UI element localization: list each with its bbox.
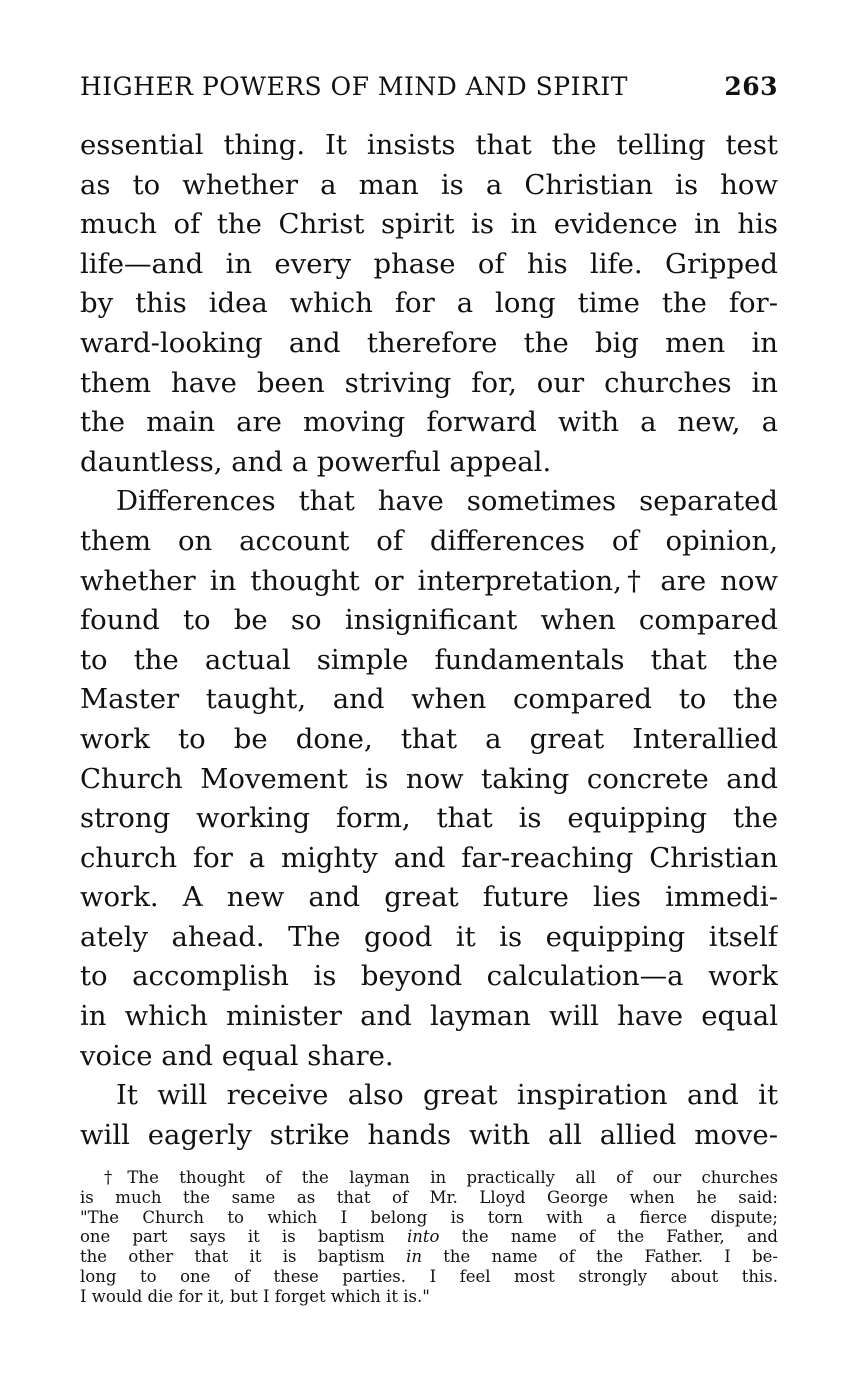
body-line: them on account of differences of opinion,: [80, 524, 778, 557]
running-head-title: HIGHER POWERS OF MIND AND SPIRIT: [80, 72, 628, 101]
body-line: strong working form, that is equipping the: [80, 802, 778, 835]
body-line: church for a mighty and far-reaching Christian: [80, 841, 778, 874]
body-line: work. A new and great future lies immedi-: [80, 881, 778, 914]
footnote-text: the other that it is baptism: [80, 1247, 407, 1267]
footnote-line: long to one of these parties. I feel most strongly about this.: [80, 1266, 778, 1286]
body-line: Master taught, and when compared to the: [80, 683, 778, 716]
body-line: Church Movement is now taking concrete and: [80, 762, 778, 795]
paragraph-start-line: It will receive also great inspiration and it: [116, 1079, 778, 1112]
footnote-italic-word: in: [406, 1247, 422, 1267]
body-line: as to whether a man is a Christian is how: [80, 168, 778, 201]
footnote-text: the name of the Father. I be-: [421, 1247, 778, 1267]
body-line: the main are moving forward with a new, a: [80, 406, 778, 439]
footnote-line: [80, 1227, 778, 1247]
footnote-line: is much the same as that of Mr. Lloyd George when he said:: [80, 1187, 778, 1207]
body-line: by this idea which for a long time the for-: [80, 287, 778, 320]
footnote-italic-word: into: [407, 1227, 440, 1247]
footnote-text: one part says it is baptism: [80, 1227, 407, 1247]
footnote: [80, 1168, 778, 1307]
body-line: will eagerly strike hands with all allied move-: [80, 1118, 778, 1151]
body-line: them have been striving for, our churches in: [80, 366, 778, 399]
body-line: life—and in every phase of his life. Gripped: [80, 247, 778, 280]
footnote-text: the name of the Father, and: [439, 1227, 778, 1247]
footnote-line: †The thought of the layman in practically all of our churches: [104, 1168, 778, 1187]
body-line: much of the Christ spirit is in evidence in his: [80, 208, 778, 241]
body-line: found to be so insignificant when compared: [80, 604, 778, 637]
body-line: ately ahead. The good it is equipping itself: [80, 920, 778, 953]
body-line: essential thing. It insists that the telling test: [80, 129, 778, 161]
page-number: 263: [724, 72, 778, 101]
footnote-line: "The Church to which I belong is torn with a fierce dispute;: [80, 1207, 778, 1227]
body-line: work to be done, that a great Interallied: [80, 722, 778, 755]
body-line: ward-looking and therefore the big men in: [80, 326, 778, 359]
body-line: voice and equal share.: [80, 1039, 394, 1072]
body-text: [80, 126, 778, 1155]
footnote-line: [80, 1247, 778, 1267]
body-line-footnote-ref: whether in thought or interpretation,† are now: [80, 564, 778, 597]
footnote-line: I would die for it, but I forget which it is.": [80, 1286, 430, 1306]
body-line: in which minister and layman will have equal: [80, 1000, 778, 1033]
body-line: dauntless, and a powerful appeal.: [80, 445, 552, 478]
paragraph-start-line: Differences that have sometimes separated: [116, 485, 778, 518]
running-head: [80, 72, 778, 112]
body-line: to the actual simple fundamentals that the: [80, 643, 778, 676]
body-line: to accomplish is beyond calculation—a work: [80, 960, 778, 993]
